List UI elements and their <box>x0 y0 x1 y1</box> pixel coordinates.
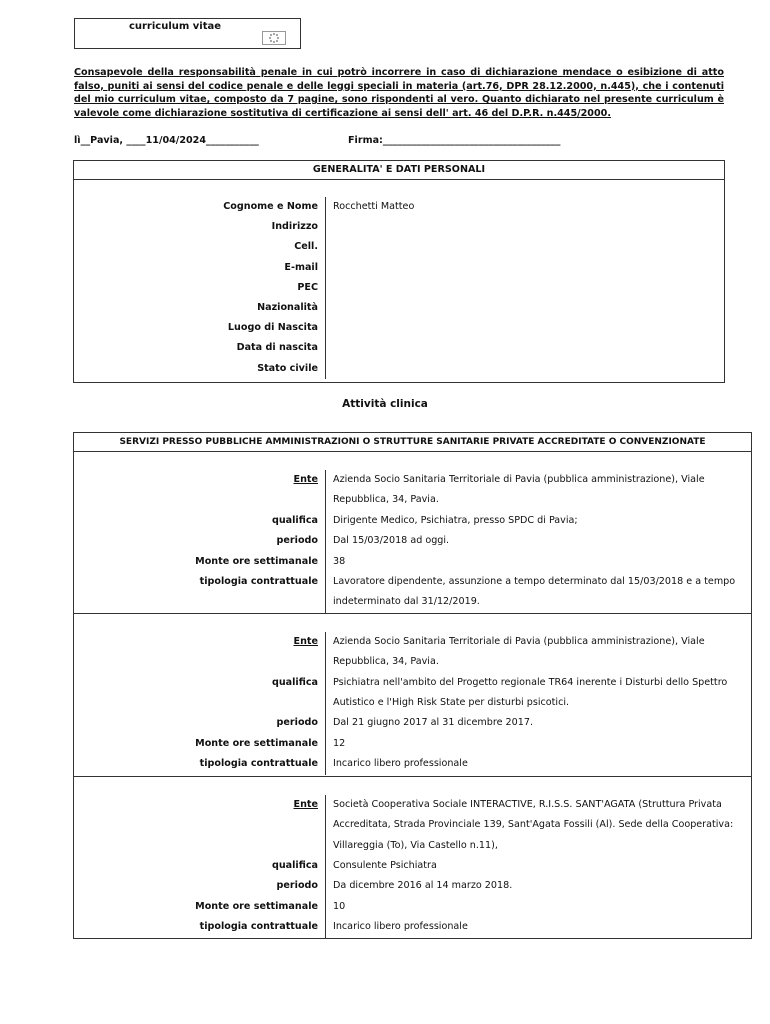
service-entry <box>74 452 751 613</box>
ente-label-text: Ente <box>293 798 318 810</box>
field-value <box>326 359 724 379</box>
tipologia-label: tipologia contrattuale <box>74 917 326 937</box>
cv-title: curriculum vitae <box>128 21 222 32</box>
field-value <box>326 217 724 237</box>
field-label: Data di nascita <box>74 338 326 358</box>
cv-header-box <box>74 18 301 49</box>
field-label: Luogo di Nascita <box>74 318 326 338</box>
ente-label <box>74 632 326 673</box>
clinical-services-table <box>73 432 752 939</box>
ente-label <box>74 795 326 856</box>
personal-data-rows <box>74 180 724 379</box>
place-date: lì__Pavia, ____11/04/2024___________ <box>74 135 259 146</box>
periodo-label: periodo <box>74 531 326 551</box>
field-label: Cognome e Nome <box>74 197 326 217</box>
qualifica-value: Psichiatra nell'ambito del Progetto regionale TR64 inerente i Disturbi dello Spettro Autistico e l'High Risk State per disturbi psicotici. <box>333 676 728 709</box>
service-entry <box>74 777 751 938</box>
clinical-table-title: SERVIZI PRESSO PUBBLICHE AMMINISTRAZIONI O STRUTTURE SANITARIE PRIVATE ACCREDITATE O CONVENZIONATE <box>74 433 752 452</box>
field-value: Rocchetti Matteo <box>333 201 415 212</box>
ente-label-text: Ente <box>293 635 318 647</box>
tipologia-label: tipologia contrattuale <box>74 572 326 613</box>
monte-ore-label: Monte ore settimanale <box>74 897 326 917</box>
ente-label <box>74 470 326 511</box>
field-value <box>326 278 724 298</box>
periodo-label: periodo <box>74 713 326 733</box>
field-label: Stato civile <box>74 359 326 379</box>
monte-ore-value: 10 <box>333 900 346 912</box>
qualifica-label: qualifica <box>74 856 326 876</box>
periodo-value: Dal 21 giugno 2017 al 31 dicembre 2017. <box>333 717 533 729</box>
tipologia-value: Incarico libero professionale <box>333 758 468 770</box>
field-value <box>326 318 724 338</box>
section-title-attivita-clinica: Attività clinica <box>342 398 428 410</box>
tipologia-value: Lavoratore dipendente, assunzione a tempo determinato dal 15/03/2018 e a tempo indeterminato dal 31/12/2019. <box>333 576 736 608</box>
field-label: E-mail <box>74 258 326 278</box>
field-value <box>326 258 724 278</box>
tipologia-value: Incarico libero professionale <box>333 921 468 933</box>
declaration-text: Consapevole della responsabilità penale in cui potrò incorrere in caso di dichiarazione mendace o esibizione di atto falso, puniti ai sensi del codice penale e delle leggi speciali in materia (art.76, DPR 28.12.2000, n.445), che i contenuti del mio curriculum vitae, composto da 7 pagine, sono rispondenti al vero. Quanto dichiarato nel presente curriculum è valevole come dichiarazione sostitutiva di certificazione ai sensi dell' art. 46 del D.P.R. n.445/2000. <box>74 67 724 119</box>
monte-ore-value: 12 <box>333 737 346 749</box>
signature-field: Firma:_____________________________________ <box>348 135 561 146</box>
qualifica-label: qualifica <box>74 673 326 714</box>
field-label: Cell. <box>74 237 326 257</box>
field-value <box>326 298 724 318</box>
ente-label-text: Ente <box>293 474 318 485</box>
field-value <box>326 237 724 257</box>
periodo-value: Da dicembre 2016 al 14 marzo 2018. <box>333 880 513 892</box>
field-label: Indirizzo <box>74 217 326 237</box>
field-label: PEC <box>74 278 326 298</box>
field-label: Nazionalità <box>74 298 326 318</box>
monte-ore-value: 38 <box>333 555 346 567</box>
qualifica-label: qualifica <box>74 511 326 531</box>
eu-flag-icon <box>262 31 286 45</box>
personal-data-table <box>73 160 725 383</box>
monte-ore-label: Monte ore settimanale <box>74 734 326 754</box>
ente-value: Azienda Socio Sanitaria Territoriale di Pavia (pubblica amministrazione), Viale Repubblica, 34, Pavia. <box>333 635 705 668</box>
field-value <box>326 338 724 358</box>
qualifica-value: Consulente Psichiatra <box>333 860 437 872</box>
periodo-value: Dal 15/03/2018 ad oggi. <box>333 535 450 547</box>
qualifica-value: Dirigente Medico, Psichiatra, presso SPDC di Pavia; <box>333 514 578 526</box>
periodo-label: periodo <box>74 876 326 896</box>
personal-data-title: GENERALITA' E DATI PERSONALI <box>74 161 725 180</box>
monte-ore-label: Monte ore settimanale <box>74 552 326 572</box>
service-entry <box>74 614 751 775</box>
ente-value: Società Cooperativa Sociale INTERACTIVE, R.I.S.S. SANT'AGATA (Struttura Privata Accreditata, Strada Provinciale 139, Sant'Agata Fossili (Al). Sede della Cooperativa: Villareggia (To), Via Castello n.11), <box>333 798 734 851</box>
ente-value: Azienda Socio Sanitaria Territoriale di Pavia (pubblica amministrazione), Viale Repubblica, 34, Pavia. <box>333 474 705 506</box>
tipologia-label: tipologia contrattuale <box>74 754 326 774</box>
